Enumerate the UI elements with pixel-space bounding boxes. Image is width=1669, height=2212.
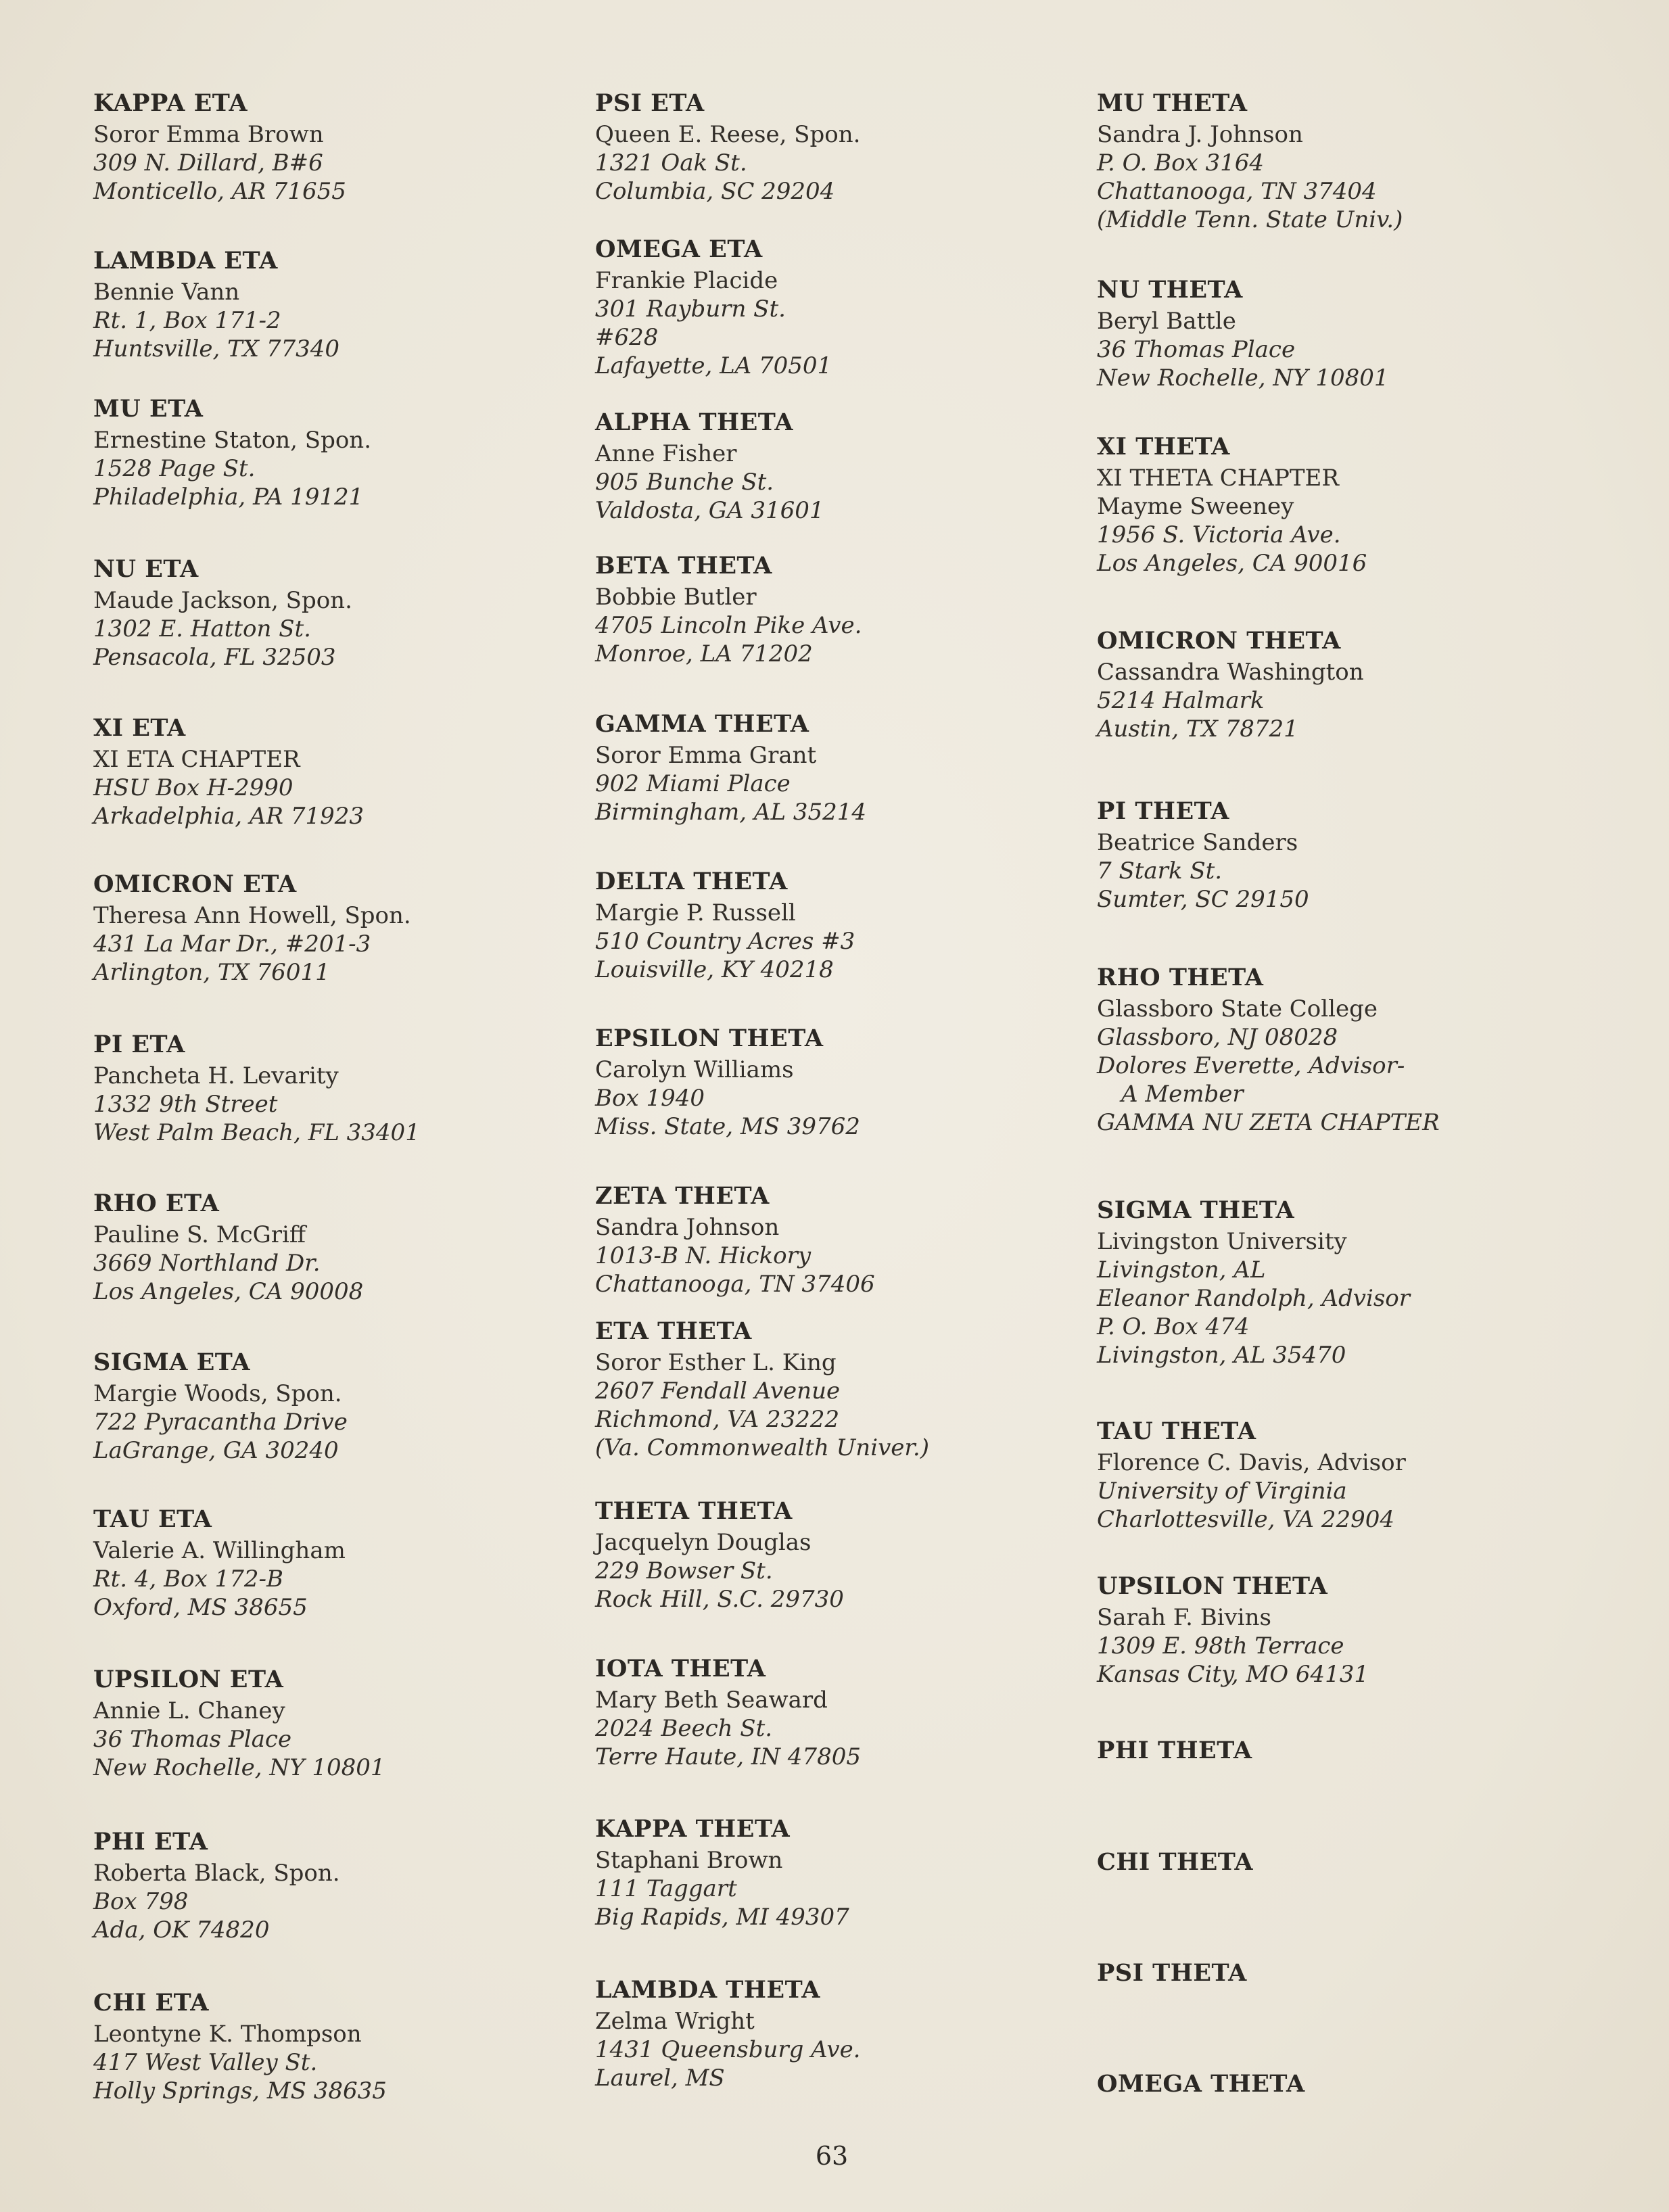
contact-name: Anne Fisher bbox=[595, 440, 737, 467]
address-line: 1956 S. Victoria Ave. bbox=[1097, 521, 1341, 548]
address-line: Valdosta, GA 31601 bbox=[595, 497, 824, 524]
address-line: (Va. Commonwealth Univer.) bbox=[595, 1434, 929, 1461]
address-line: 1013-B N. Hickory bbox=[595, 1242, 812, 1269]
address-line: Philadelphia, PA 19121 bbox=[93, 484, 364, 511]
chapter-heading: OMEGA THETA bbox=[1097, 2070, 1305, 2098]
address-line: University of Virginia bbox=[1097, 1478, 1347, 1505]
address-line: 1332 9th Street bbox=[93, 1091, 278, 1118]
chapter-heading: PSI THETA bbox=[1097, 1959, 1247, 1987]
chapter-entry bbox=[595, 1315, 1082, 1462]
chapter-entry bbox=[93, 552, 580, 672]
chapter-entry bbox=[1097, 624, 1584, 743]
chapter-heading: CHI THETA bbox=[1097, 1848, 1254, 1876]
chapter-heading: KAPPA ETA bbox=[93, 89, 248, 117]
chapter-heading: NU ETA bbox=[93, 555, 199, 583]
contact-name: Soror Emma Grant bbox=[595, 742, 817, 769]
chapter-entry bbox=[93, 868, 580, 987]
chapter-heading: PI THETA bbox=[1097, 797, 1229, 825]
chapter-heading: UPSILON THETA bbox=[1097, 1572, 1328, 1600]
chapter-heading: TAU ETA bbox=[93, 1505, 212, 1533]
address-line: (Middle Tenn. State Univ.) bbox=[1097, 206, 1403, 233]
contact-name: Pauline S. McGriff bbox=[93, 1221, 306, 1248]
address-line: HSU Box H-2990 bbox=[93, 774, 293, 801]
page-number: 63 bbox=[815, 2141, 849, 2171]
contact-name: Zelma Wright bbox=[595, 2008, 755, 2035]
chapter-entry bbox=[595, 1812, 1082, 1931]
chapter-entry bbox=[93, 1028, 580, 1147]
chapter-heading: LAMBDA ETA bbox=[93, 247, 278, 275]
address-line: Laurel, MS bbox=[595, 2065, 725, 2092]
address-line: 905 Bunche St. bbox=[595, 469, 774, 496]
address-line: #628 bbox=[595, 324, 659, 351]
address-line: Los Angeles, CA 90016 bbox=[1097, 550, 1367, 577]
chapter-entry bbox=[1097, 1570, 1584, 1689]
chapter-heading: GAMMA THETA bbox=[595, 710, 809, 738]
contact-name: Annie L. Chaney bbox=[93, 1697, 285, 1724]
chapter-heading: MU ETA bbox=[93, 395, 204, 423]
address-line: 902 Miami Place bbox=[595, 770, 791, 797]
chapter-entry bbox=[93, 1187, 580, 1306]
chapter-entry bbox=[93, 1986, 580, 2105]
address-line: Rt. 4, Box 172-B bbox=[93, 1566, 283, 1593]
contact-name: Soror Esther L. King bbox=[595, 1349, 837, 1376]
address-line: 510 Country Acres #3 bbox=[595, 928, 855, 955]
chapter-entry bbox=[1097, 1415, 1584, 1534]
address-line: Box 798 bbox=[93, 1888, 189, 1915]
address-line: Livingston, AL bbox=[1097, 1256, 1266, 1284]
address-line: Rock Hill, S.C. 29730 bbox=[595, 1586, 844, 1613]
chapter-entry bbox=[595, 233, 1082, 380]
address-line: 1431 Queensburg Ave. bbox=[595, 2036, 861, 2063]
chapter-entry bbox=[1097, 1845, 1584, 1879]
contact-name: XI THETA CHAPTER bbox=[1097, 465, 1339, 492]
contact-name: Staphani Brown bbox=[595, 1847, 783, 1874]
chapter-entry bbox=[1097, 961, 1584, 1137]
chapter-entry bbox=[1097, 2067, 1584, 2101]
chapter-entry bbox=[1097, 430, 1584, 578]
address-line: Rt. 1, Box 171-2 bbox=[93, 307, 281, 334]
address-line: Columbia, SC 29204 bbox=[595, 178, 835, 205]
address-line: Richmond, VA 23222 bbox=[595, 1406, 840, 1433]
address-line: Charlottesville, VA 22904 bbox=[1097, 1506, 1395, 1533]
chapter-heading: RHO THETA bbox=[1097, 964, 1264, 991]
chapter-entry bbox=[595, 87, 1082, 206]
contact-name: Beryl Battle bbox=[1097, 308, 1236, 335]
address-line: New Rochelle, NY 10801 bbox=[93, 1754, 385, 1781]
address-line: Terre Haute, IN 47805 bbox=[595, 1743, 861, 1770]
contact-name: Roberta Black, Spon. bbox=[93, 1860, 340, 1887]
chapter-heading: XI ETA bbox=[93, 714, 186, 742]
address-line: Arlington, TX 76011 bbox=[93, 959, 330, 986]
chapter-entry bbox=[1097, 1734, 1584, 1768]
address-line: 301 Rayburn St. bbox=[595, 296, 786, 323]
chapter-entry bbox=[595, 406, 1082, 525]
address-line: Glassboro, NJ 08028 bbox=[1097, 1024, 1338, 1051]
chapter-heading: OMICRON ETA bbox=[93, 870, 297, 898]
contact-name: Bobbie Butler bbox=[595, 584, 757, 611]
chapter-heading: TAU THETA bbox=[1097, 1417, 1256, 1445]
address-line: Monticello, AR 71655 bbox=[93, 178, 346, 205]
chapter-heading: THETA THETA bbox=[595, 1497, 793, 1525]
chapter-entry bbox=[595, 1652, 1082, 1771]
chapter-entry bbox=[1097, 87, 1584, 234]
chapter-heading: CHI ETA bbox=[93, 1989, 209, 2017]
address-line: 722 Pyracantha Drive bbox=[93, 1409, 348, 1436]
chapter-heading: DELTA THETA bbox=[595, 868, 788, 895]
address-line: Chattanooga, TN 37404 bbox=[1097, 178, 1377, 205]
contact-name: Sarah F. Bivins bbox=[1097, 1604, 1271, 1631]
chapter-heading: MU THETA bbox=[1097, 89, 1248, 117]
address-line: Kansas City, MO 64131 bbox=[1097, 1661, 1369, 1688]
address-line: 36 Thomas Place bbox=[93, 1726, 292, 1753]
chapter-entry bbox=[595, 1495, 1082, 1614]
contact-name: Maude Jackson, Spon. bbox=[93, 587, 352, 614]
chapter-entry bbox=[93, 244, 580, 363]
address-line: Oxford, MS 38655 bbox=[93, 1594, 308, 1621]
address-line: Ada, OK 74820 bbox=[93, 1916, 270, 1944]
address-line: 111 Taggart bbox=[595, 1875, 737, 1902]
contact-name: Valerie A. Willingham bbox=[93, 1537, 346, 1564]
address-line: Lafayette, LA 70501 bbox=[595, 352, 832, 379]
address-line: Holly Springs, MS 38635 bbox=[93, 2077, 387, 2104]
chapter-heading: ZETA THETA bbox=[595, 1182, 770, 1210]
chapter-entry bbox=[93, 711, 580, 830]
chapter-heading: PHI THETA bbox=[1097, 1737, 1252, 1764]
contact-name: Beatrice Sanders bbox=[1097, 829, 1298, 856]
address-line: Louisville, KY 40218 bbox=[595, 956, 834, 983]
address-line: 309 N. Dillard, B#6 bbox=[93, 149, 323, 177]
address-line: Sumter, SC 29150 bbox=[1097, 886, 1309, 913]
chapter-entry bbox=[595, 1973, 1082, 2092]
contact-name: Queen E. Reese, Spon. bbox=[595, 121, 861, 148]
address-line: LaGrange, GA 30240 bbox=[93, 1437, 339, 1464]
contact-name: Jacquelyn Douglas bbox=[595, 1529, 812, 1556]
address-line: 1309 E. 98th Terrace bbox=[1097, 1632, 1344, 1660]
address-line: 1528 Page St. bbox=[93, 455, 256, 482]
contact-name: Cassandra Washington bbox=[1097, 659, 1364, 686]
chapter-heading: LAMBDA THETA bbox=[595, 1976, 820, 2004]
contact-name: Margie Woods, Spon. bbox=[93, 1380, 342, 1407]
chapter-heading: EPSILON THETA bbox=[595, 1025, 824, 1052]
address-line: Pensacola, FL 32503 bbox=[93, 644, 336, 671]
contact-name: Margie P. Russell bbox=[595, 899, 796, 926]
chapter-heading: SIGMA THETA bbox=[1097, 1196, 1295, 1224]
address-line: Box 1940 bbox=[595, 1085, 705, 1112]
chapter-heading: BETA THETA bbox=[595, 552, 772, 580]
chapter-entry bbox=[93, 392, 580, 511]
address-line: Birmingham, AL 35214 bbox=[595, 799, 867, 826]
chapter-heading: SIGMA ETA bbox=[93, 1348, 251, 1376]
contact-name: Theresa Ann Howell, Spon. bbox=[93, 902, 411, 929]
contact-name: Florence C. Davis, Advisor bbox=[1097, 1449, 1406, 1476]
chapter-entry bbox=[93, 87, 580, 206]
address-line: West Palm Beach, FL 33401 bbox=[93, 1119, 420, 1146]
address-line: P. O. Box 3164 bbox=[1097, 149, 1265, 177]
address-line: 36 Thomas Place bbox=[1097, 336, 1296, 363]
address-line: Dolores Everette, Advisor- bbox=[1097, 1052, 1405, 1079]
address-line: 2024 Beech St. bbox=[595, 1715, 773, 1742]
chapter-heading: PI ETA bbox=[93, 1031, 185, 1058]
chapter-entry bbox=[1097, 1194, 1584, 1369]
chapter-heading: XI THETA bbox=[1097, 433, 1230, 461]
contact-name: Carolyn Williams bbox=[595, 1056, 794, 1083]
address-line: New Rochelle, NY 10801 bbox=[1097, 364, 1389, 392]
chapter-heading: KAPPA THETA bbox=[595, 1815, 791, 1843]
address-line: Livingston, AL 35470 bbox=[1097, 1342, 1346, 1369]
contact-name: Sandra Johnson bbox=[595, 1214, 780, 1241]
address-line: P. O. Box 474 bbox=[1097, 1313, 1250, 1340]
contact-name: Bennie Vann bbox=[93, 279, 240, 306]
chapter-heading: PSI ETA bbox=[595, 89, 705, 117]
chapter-heading: NU THETA bbox=[1097, 276, 1243, 304]
chapter-heading: ALPHA THETA bbox=[595, 408, 794, 436]
address-line: 7 Stark St. bbox=[1097, 857, 1223, 885]
address-line: Chattanooga, TN 37406 bbox=[595, 1271, 875, 1298]
chapter-entry bbox=[1097, 273, 1584, 392]
address-line: Monroe, LA 71202 bbox=[595, 640, 813, 667]
address-line: 5214 Halmark bbox=[1097, 687, 1265, 714]
address-line: 431 La Mar Dr., #201-3 bbox=[93, 931, 371, 958]
chapter-heading: IOTA THETA bbox=[595, 1655, 766, 1682]
chapter-heading: PHI ETA bbox=[93, 1828, 208, 1856]
chapter-heading: ETA THETA bbox=[595, 1317, 752, 1345]
contact-name: Glassboro State College bbox=[1097, 995, 1378, 1022]
address-line: Eleanor Randolph, Advisor bbox=[1097, 1285, 1411, 1312]
chapter-entry bbox=[595, 1179, 1082, 1298]
address-line: 1321 Oak St. bbox=[595, 149, 747, 177]
chapter-heading: UPSILON ETA bbox=[93, 1666, 284, 1693]
address-line: 417 West Valley St. bbox=[93, 2049, 318, 2076]
address-line: 4705 Lincoln Pike Ave. bbox=[595, 612, 862, 639]
chapter-entry bbox=[93, 1346, 580, 1465]
chapter-heading: RHO ETA bbox=[93, 1190, 220, 1217]
address-line: GAMMA NU ZETA CHAPTER bbox=[1097, 1109, 1440, 1136]
contact-name: Frankie Placide bbox=[595, 267, 778, 294]
contact-name: Mary Beth Seaward bbox=[595, 1687, 828, 1714]
address-line: Miss. State, MS 39762 bbox=[595, 1113, 860, 1140]
chapter-entry bbox=[93, 1663, 580, 1782]
contact-name: Leontyne K. Thompson bbox=[93, 2021, 362, 2048]
chapter-entry bbox=[1097, 1956, 1584, 1990]
chapter-entry bbox=[595, 707, 1082, 826]
address-line: Arkadelphia, AR 71923 bbox=[93, 803, 364, 830]
address-line: Los Angeles, CA 90008 bbox=[93, 1278, 364, 1305]
chapter-entry bbox=[93, 1825, 580, 1944]
contact-name: Pancheta H. Levarity bbox=[93, 1062, 339, 1089]
contact-name: Livingston University bbox=[1097, 1228, 1347, 1255]
address-line: Huntsville, TX 77340 bbox=[93, 335, 339, 362]
contact-name: Sandra J. Johnson bbox=[1097, 121, 1303, 148]
chapter-entry bbox=[595, 549, 1082, 668]
chapter-entry bbox=[93, 1503, 580, 1622]
chapter-entry bbox=[595, 865, 1082, 984]
address-line: 229 Bowser St. bbox=[595, 1557, 773, 1584]
address-line: 1302 E. Hatton St. bbox=[93, 615, 311, 642]
contact-name: XI ETA CHAPTER bbox=[93, 746, 300, 773]
address-line: A Member bbox=[1121, 1081, 1244, 1108]
address-line: Mayme Sweeney bbox=[1097, 493, 1294, 520]
address-line: 2607 Fendall Avenue bbox=[595, 1378, 841, 1405]
address-line: Big Rapids, MI 49307 bbox=[595, 1904, 849, 1931]
chapter-entry bbox=[595, 1022, 1082, 1141]
chapter-entry bbox=[1097, 795, 1584, 914]
address-line: 3669 Northland Dr. bbox=[93, 1250, 321, 1277]
contact-name: Ernestine Staton, Spon. bbox=[93, 427, 372, 454]
address-line: Austin, TX 78721 bbox=[1097, 715, 1298, 743]
contact-name: Soror Emma Brown bbox=[93, 121, 324, 148]
chapter-heading: OMEGA ETA bbox=[595, 235, 763, 263]
chapter-heading: OMICRON THETA bbox=[1097, 627, 1341, 655]
